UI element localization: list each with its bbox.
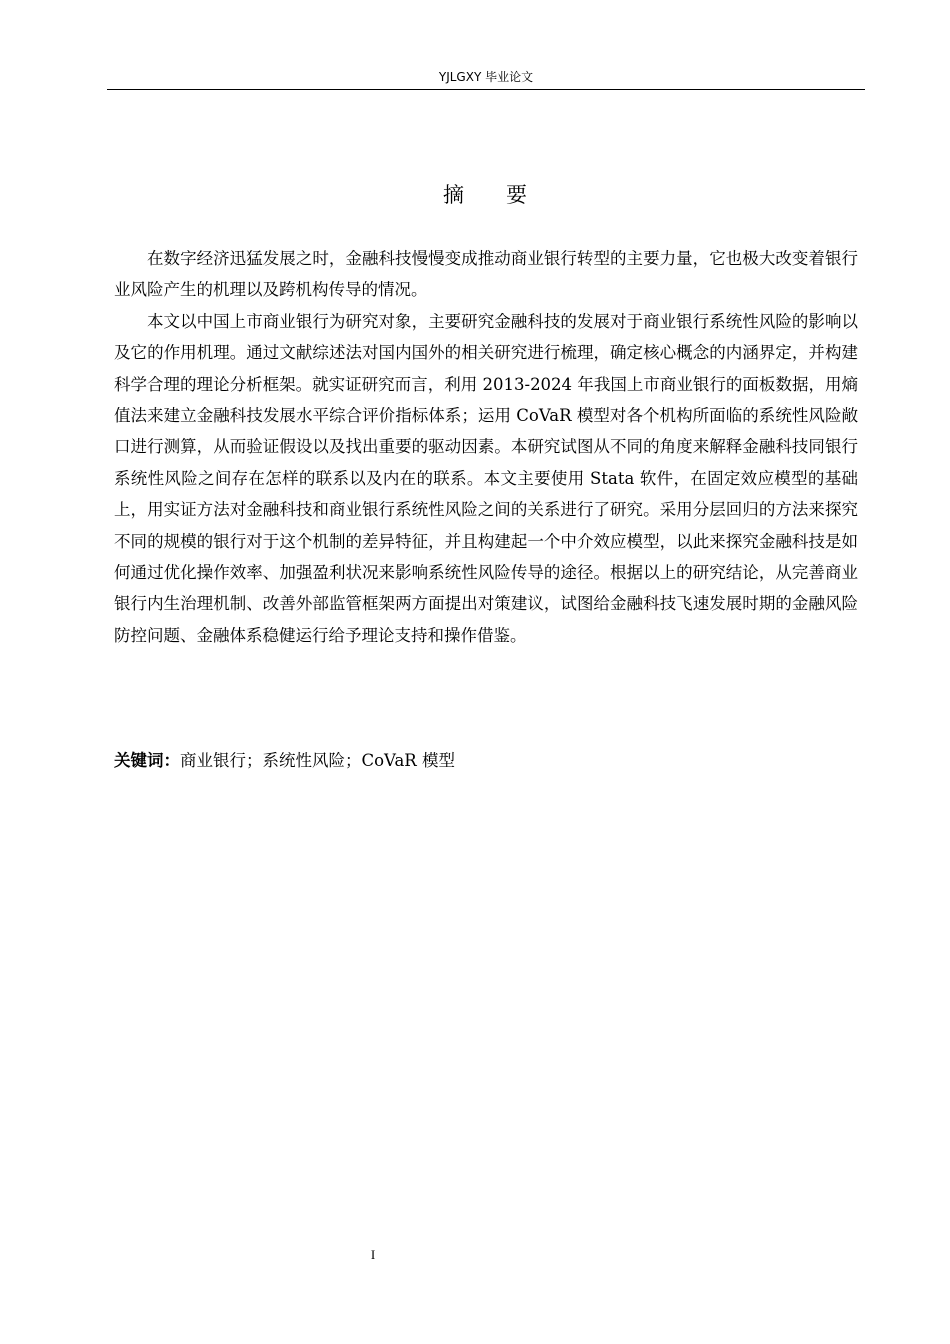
keywords-line bbox=[114, 745, 858, 776]
abstract-body bbox=[114, 243, 858, 651]
keywords-value: 商业银行；系统性风险；CoVaR 模型 bbox=[180, 751, 455, 770]
abstract-title bbox=[107, 178, 865, 212]
page-number: I bbox=[370, 1247, 376, 1262]
running-header: YJLGXY 毕业论文 bbox=[438, 70, 534, 84]
abstract-paragraph-1: 在数字经济迅猛发展之时，金融科技慢慢变成推动商业银行转型的主要力量，它也极大改变着银行业风险产生的机理以及跨机构传导的情况。 bbox=[114, 249, 858, 300]
abstract-paragraph-2: 本文以中国上市商业银行为研究对象，主要研究金融科技的发展对于商业银行系统性风险的影响以及它的作用机理。通过文献综述法对国内国外的相关研究进行梳理，确定核心概念的内涵界定，并构建科学合理的理论分析框架。就实证研究而言，利用 2013-2024 年我国上市商业银行的面板数据，用熵值法来建立金融科技发展水平综合评价指标体系；运用 CoVaR 模型对各个机构所面临的系统性风险敞口进行测算，从而验证假设以及找出重要的驱动因素。本研究试图从不同的角度来解释金融科技同银行系统性风险之间存在怎样的联系以及内在的联系。本文主要使用 Stata 软件，在固定效应模型的基础上，用实证方法对金融科技和商业银行系统性风险之间的关系进行了研究。采用分层回归的方法来探究不同的规模的银行对于这个机制的差异特征，并且构建起一个中介效应模型，以此来探究金融科技是如何通过优化操作效率、加强盈利状况来影响系统性风险传导的途径。根据以上的研究结论，从完善商业银行内生治理机制、改善外部监管框架两方面提出对策建议，试图给金融科技飞速发展时期的金融风险防控问题、金融体系稳健运行给予理论支持和操作借鉴。 bbox=[114, 311, 858, 645]
header-divider bbox=[107, 89, 865, 90]
keywords-label: 关键词： bbox=[114, 751, 180, 770]
abstract-title-part2: 要 bbox=[506, 183, 529, 207]
abstract-title-part1: 摘 bbox=[443, 183, 466, 207]
